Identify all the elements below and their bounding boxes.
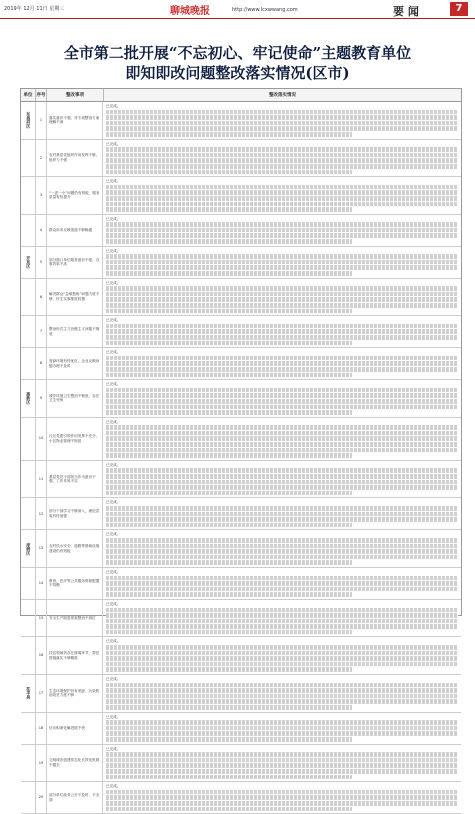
status-text: 已完成。 [106, 216, 121, 221]
rectification-status [103, 316, 461, 347]
body-text-line [106, 271, 352, 276]
rectification-item: 解决群众“急难愁盼”问题力度不够，民生实事推进较慢 [47, 279, 103, 316]
body-text-line [106, 303, 458, 308]
body-text-line [106, 442, 458, 447]
body-text-line [106, 512, 458, 517]
rectification-status [103, 530, 461, 567]
body-text-line [106, 608, 458, 613]
body-text-line [106, 341, 352, 346]
rectification-item: 教育、医疗等公共服务资源配置不均衡 [47, 568, 103, 599]
table-row [21, 675, 461, 713]
row-number: 9 [36, 380, 47, 417]
rectification-table [20, 88, 462, 802]
body-text-line [106, 324, 458, 329]
rectification-item: 部分窗口单位服务意识不强，办事效率不高 [47, 247, 103, 278]
body-text-line [106, 405, 458, 410]
rectification-item: 社区党建引领作用发挥不充分，小区物业管理不规范 [47, 418, 103, 460]
status-text: 已完成。 [106, 784, 121, 789]
headline-line-1: 全市第二批开展“不忘初心、牢记使命”主题教育单位 [63, 44, 412, 62]
rectification-item: 信访积案化解进展不快 [47, 713, 103, 744]
table-row [21, 461, 461, 499]
rectification-status [103, 782, 461, 813]
status-text: 已完成。 [106, 419, 121, 424]
row-number: 10 [36, 418, 47, 460]
row-number: 14 [36, 568, 47, 599]
body-text-line [106, 393, 458, 398]
body-text-line [106, 361, 458, 366]
body-text-line [106, 651, 458, 656]
unit-cell [21, 461, 36, 498]
unit-cell [21, 782, 36, 813]
rectification-item: 整治形式主义官僚主义问题不彻底 [47, 316, 103, 347]
body-text-line [106, 260, 458, 265]
table-body [21, 102, 461, 814]
rectification-status [103, 498, 461, 529]
region-label: 开发区 [26, 256, 32, 269]
body-text-line [106, 115, 458, 120]
rectification-item: 文明城市创建常态化长效化机制不健全 [47, 745, 103, 782]
table-row [21, 600, 461, 638]
column-header-unit: 单位 [21, 89, 36, 101]
body-text-line [106, 207, 352, 212]
column-header-no: 序号 [36, 89, 47, 101]
unit-cell [21, 637, 36, 674]
table-header [21, 89, 461, 102]
body-text-line [106, 560, 352, 565]
body-text-line [106, 254, 458, 259]
body-text-line [106, 769, 458, 774]
body-text-line [106, 286, 458, 291]
status-text: 已完成。 [106, 382, 121, 387]
row-number: 6 [36, 279, 47, 316]
status-text: 已完成。 [106, 350, 121, 355]
body-text-line [106, 592, 352, 597]
status-text: 已完成。 [106, 141, 121, 146]
region-label: 茌平县 [26, 687, 32, 700]
table-row [21, 348, 461, 380]
rectification-item: 部分干部学习不够深入，理论武装有待加强 [47, 498, 103, 529]
table-row [21, 279, 461, 317]
newspaper-masthead: 聊城晚报 [170, 6, 210, 17]
status-text: 已完成。 [106, 677, 121, 682]
body-text-line [106, 683, 458, 688]
body-text-line [106, 185, 458, 190]
body-text-line [106, 667, 352, 672]
unit-cell [21, 316, 36, 347]
region-label: 东昌府区 [26, 112, 32, 129]
body-text-line [106, 790, 458, 795]
body-text-line [106, 549, 458, 554]
status-text: 已完成。 [106, 601, 121, 606]
row-number: 4 [36, 215, 47, 246]
body-text-line [106, 763, 458, 768]
rectification-item: 农村基层党组织作用发挥不够，组织力不强 [47, 140, 103, 177]
body-text-line [106, 731, 458, 736]
body-text-line [106, 292, 458, 297]
body-text-line [106, 807, 352, 812]
rectification-status [103, 461, 461, 498]
body-text-line [106, 544, 458, 549]
status-text: 已完成。 [106, 500, 121, 505]
body-text-line [106, 694, 458, 699]
body-text-line [106, 239, 352, 244]
unit-cell [21, 713, 36, 744]
table-row [21, 177, 461, 215]
body-text-line [106, 297, 458, 302]
body-text-line [106, 388, 458, 393]
rectification-item: 安全生产隐患排查整治不到位 [47, 600, 103, 637]
body-text-line [106, 329, 458, 334]
body-text-line [106, 126, 458, 131]
rectification-item: 营商环境有待优化，企业反映问题办理不及时 [47, 348, 103, 379]
row-number: 5 [36, 247, 47, 278]
body-text-line [106, 190, 458, 195]
body-text-line [106, 485, 458, 490]
date-line: 2019年 12月 11日 星期三 [4, 6, 65, 12]
rectification-status [103, 102, 461, 139]
unit-cell [21, 140, 36, 177]
row-number: 1 [36, 102, 47, 139]
table-row [21, 215, 461, 247]
body-text-line [106, 699, 458, 704]
status-text: 已完成。 [106, 569, 121, 574]
unit-cell [21, 530, 36, 567]
body-text-line [106, 222, 458, 227]
rectification-status [103, 348, 461, 379]
body-text-line [106, 431, 458, 436]
unit-cell [21, 215, 36, 246]
body-text-line [106, 576, 458, 581]
unit-cell [21, 380, 36, 417]
body-text-line [106, 630, 352, 635]
rectification-item: 生态环境保护仍有差距，污染防治攻坚力度不够 [47, 675, 103, 712]
body-text-line [106, 737, 352, 742]
region-label: 度假区 [26, 542, 32, 555]
unit-cell [21, 498, 36, 529]
body-text-line [106, 356, 458, 361]
body-text-line [106, 202, 458, 207]
body-text-line [106, 645, 458, 650]
unit-cell [21, 177, 36, 214]
unit-cell [21, 745, 36, 782]
rectification-status [103, 380, 461, 417]
table-row [21, 782, 461, 814]
body-text-line [106, 367, 458, 372]
unit-cell [21, 418, 36, 460]
unit-cell [21, 675, 36, 712]
unit-cell [21, 279, 36, 316]
status-text: 已完成。 [106, 746, 121, 751]
body-text-line [106, 335, 458, 340]
table-row [21, 568, 461, 600]
rectification-status [103, 568, 461, 599]
table-row [21, 530, 461, 568]
body-text-line [106, 436, 458, 441]
row-number: 2 [36, 140, 47, 177]
rectification-status [103, 279, 461, 316]
body-text-line [106, 506, 458, 511]
body-text-line [106, 795, 458, 800]
body-text-line [106, 373, 352, 378]
page-number-badge: 7 [450, 2, 468, 16]
rectification-status [103, 418, 461, 460]
row-number: 19 [36, 745, 47, 782]
row-number: 8 [36, 348, 47, 379]
website-url[interactable]: http://www.lcxwwang.com [232, 7, 298, 13]
table-row [21, 380, 461, 418]
unit-cell [21, 568, 36, 599]
rectification-item: “一老一小”问题仍有短板，服务质量有待提升 [47, 177, 103, 214]
table-row [21, 140, 461, 178]
body-text-line [106, 752, 458, 757]
body-text-line [106, 688, 458, 693]
rectification-item: 城乡环境卫生整治不彻底，存在卫生死角 [47, 380, 103, 417]
body-text-line [106, 523, 352, 528]
region-label: 高新区 [26, 392, 32, 405]
page-header [0, 0, 475, 19]
body-text-line [106, 265, 458, 270]
body-text-line [106, 153, 458, 158]
section-title: 要 闻 [393, 5, 419, 18]
body-text-line [106, 758, 458, 763]
body-text-line [106, 517, 458, 522]
table-row [21, 316, 461, 348]
body-text-line [106, 448, 458, 453]
body-text-line [106, 726, 458, 731]
body-text-line [106, 775, 352, 780]
rectification-status [103, 745, 461, 782]
row-number: 16 [36, 637, 47, 674]
body-text-line [106, 720, 458, 725]
rectification-item: 群众诉求反映渠道不够畅通 [47, 215, 103, 246]
body-text-line [106, 228, 458, 233]
body-text-line [106, 399, 458, 404]
rectification-status [103, 177, 461, 214]
status-text: 已完成。 [106, 318, 121, 323]
body-text-line [106, 619, 458, 624]
rectification-item: 扶贫领域仍存在薄弱环节，帮扶措施落实不够精准 [47, 637, 103, 674]
rectification-item: 农村饮水安全、道路等基础设施建设仍有短板 [47, 530, 103, 567]
body-text-line [106, 587, 458, 592]
table-row [21, 713, 461, 745]
body-text-line [106, 613, 458, 618]
unit-cell [21, 348, 36, 379]
rectification-status [103, 247, 461, 278]
status-text: 已完成。 [106, 280, 121, 285]
body-text-line [106, 132, 352, 137]
status-text: 已完成。 [106, 179, 121, 184]
row-number: 18 [36, 713, 47, 744]
column-header-item: 整改事项 [47, 89, 104, 101]
rectification-status [103, 600, 461, 637]
status-text: 已完成。 [106, 714, 121, 719]
body-text-line [106, 491, 352, 496]
rectification-status [103, 140, 461, 177]
status-text: 已完成。 [106, 248, 121, 253]
status-text: 已完成。 [106, 532, 121, 537]
body-text-line [106, 196, 458, 201]
body-text-line [106, 538, 458, 543]
status-text: 已完成。 [106, 104, 121, 108]
row-number: 12 [36, 498, 47, 529]
column-header-status: 整改落实情况 [269, 93, 296, 98]
row-number: 20 [36, 782, 47, 813]
unit-cell [21, 600, 36, 637]
body-text-line [106, 164, 458, 169]
table-row [21, 247, 461, 279]
body-text-line [106, 662, 458, 667]
rectification-status [103, 637, 461, 674]
row-number: 15 [36, 600, 47, 637]
body-text-line [106, 233, 458, 238]
unit-cell [21, 102, 36, 139]
rectification-item: 部分单位政务公开不及时、不全面 [47, 782, 103, 813]
body-text-line [106, 656, 458, 661]
table-row [21, 498, 461, 530]
table-row [21, 418, 461, 461]
headline-line-2: 即知即改问题整改落实情况(区市) [125, 64, 350, 82]
row-number: 17 [36, 675, 47, 712]
table-row [21, 637, 461, 675]
body-text-line [106, 555, 458, 560]
body-text-line [106, 425, 458, 430]
row-number: 7 [36, 316, 47, 347]
body-text-line [106, 474, 458, 479]
rectification-status [103, 675, 461, 712]
table-row [21, 102, 461, 140]
status-text: 已完成。 [106, 639, 121, 644]
body-text-line [106, 468, 458, 473]
body-text-line [106, 121, 458, 126]
row-number: 13 [36, 530, 47, 567]
body-text-line [106, 624, 458, 629]
unit-cell [21, 247, 36, 278]
rectification-item: 落实意识不强，对专项整治方案理解不深 [47, 102, 103, 139]
rectification-item: 基层党员干部担当作为意识不强，工作作风不实 [47, 461, 103, 498]
body-text-line [106, 705, 352, 710]
body-text-line [106, 147, 458, 152]
body-text-line [106, 453, 352, 458]
row-number: 3 [36, 177, 47, 214]
body-text-line [106, 480, 458, 485]
body-text-line [106, 170, 352, 175]
body-text-line [106, 110, 458, 115]
body-text-line [106, 410, 352, 415]
body-text-line [106, 801, 458, 806]
body-text-line [106, 581, 458, 586]
rectification-status [103, 713, 461, 744]
table-row [21, 745, 461, 783]
body-text-line [106, 158, 458, 163]
rectification-status [103, 215, 461, 246]
body-text-line [106, 309, 352, 314]
row-number: 11 [36, 461, 47, 498]
status-text: 已完成。 [106, 462, 121, 467]
